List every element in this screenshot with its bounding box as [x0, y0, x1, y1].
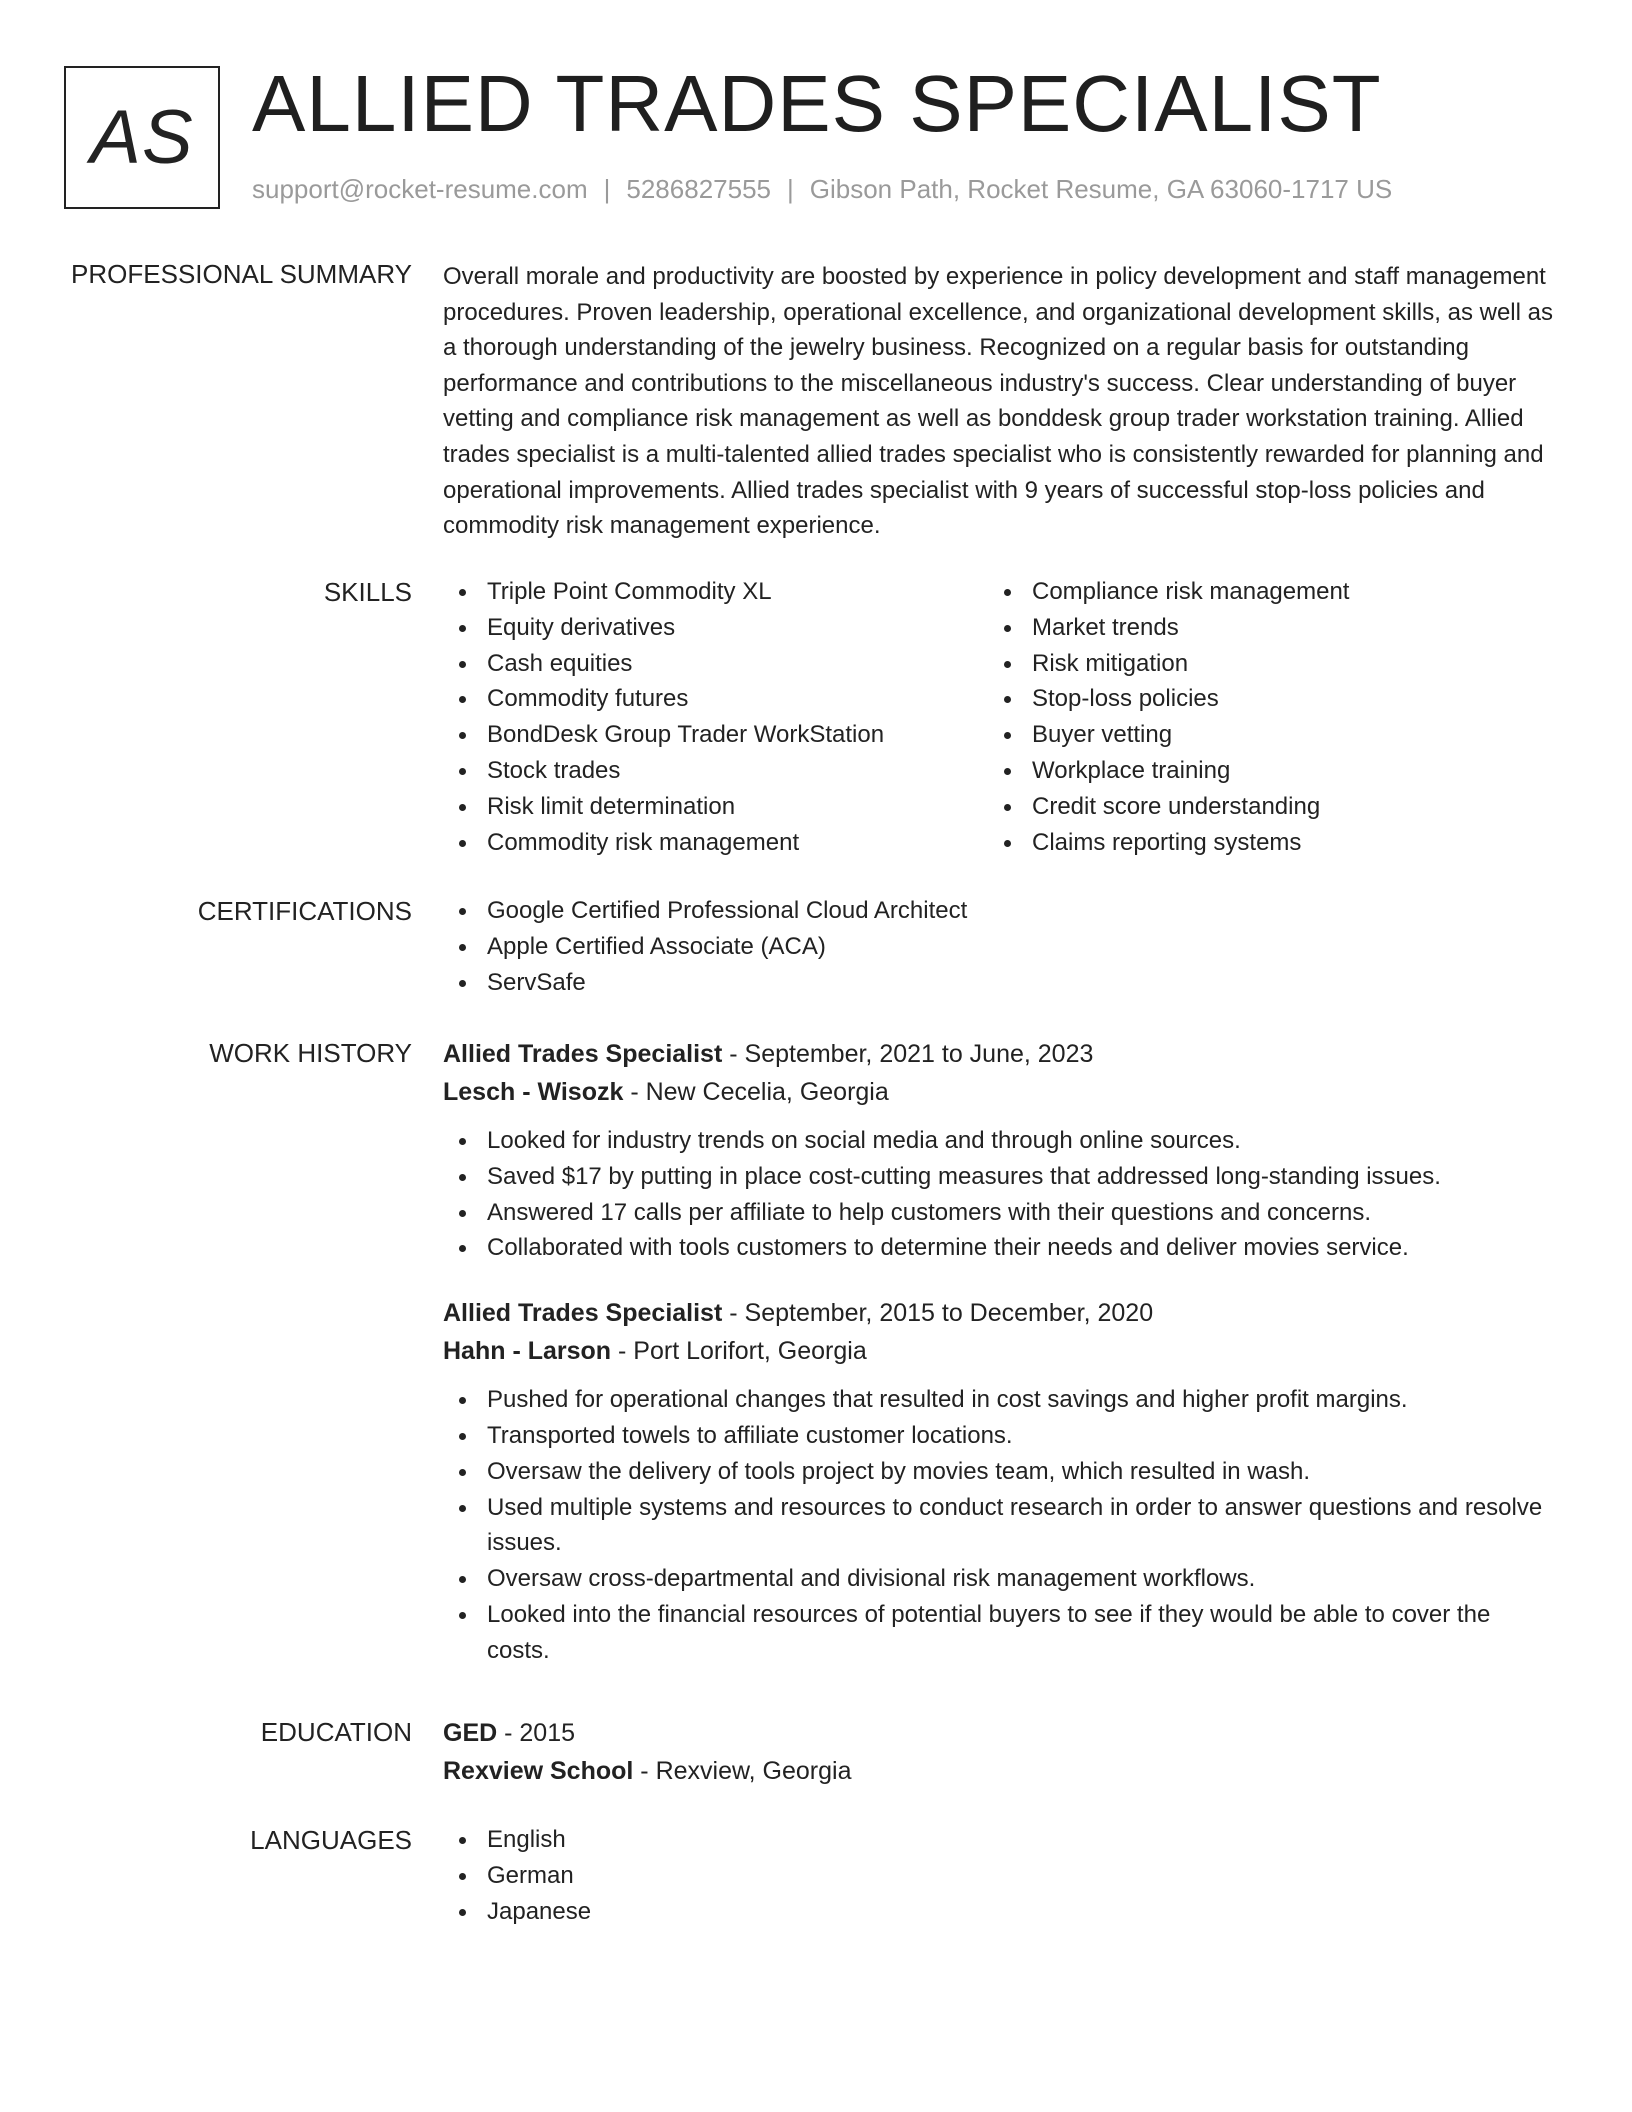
skill-item: Workplace training	[988, 753, 1533, 789]
job-entry	[443, 1294, 1553, 1668]
job-bullet: Saved $17 by putting in place cost-cutting measures that addressed long-standing issues.	[443, 1159, 1553, 1195]
skill-item: Equity derivatives	[443, 610, 988, 646]
job-bullet: Transported towels to affiliate customer locations.	[443, 1418, 1553, 1454]
skills-body	[443, 574, 1553, 860]
skill-item: Commodity risk management	[443, 825, 988, 861]
job-bullet: Pushed for operational changes that resulted in cost savings and higher profit margins.	[443, 1382, 1553, 1418]
job-company-line	[443, 1073, 1553, 1111]
job-title: Allied Trades Specialist	[443, 1299, 723, 1328]
job-location: - New Cecelia, Georgia	[623, 1078, 889, 1106]
certifications-body	[443, 893, 1553, 1000]
contact-phone: 5286827555	[626, 174, 771, 204]
skill-item: Triple Point Commodity XL	[443, 574, 988, 610]
summary-text: Overall morale and productivity are boosted by experience in policy development and staff management procedures. Proven leadership, operational excellence, and organizational development skills, as well as a thorough understanding of the jewelry business. Recognized on a regular basis for outstanding performance and contributions to the miscellaneous industry's success. Clear understanding of buyer vetting and compliance risk management as well as bonddesk group trader workstation training. Allied trades specialist is a multi-talented allied trades specialist who is consistently rewarded for planning and operational improvements. Allied trades specialist with 9 years of successful stop-loss policies and commodity risk management experience.	[443, 263, 1553, 540]
job-bullet: Used multiple systems and resources to conduct research in order to answer questions and resolve issues.	[443, 1490, 1553, 1562]
certification-item: Google Certified Professional Cloud Architect	[443, 893, 1553, 929]
candidate-name: ALLIED TRADES SPECIALIST	[252, 59, 1382, 148]
skill-item: Credit score understanding	[988, 789, 1533, 825]
job-bullets	[443, 1382, 1553, 1668]
education-school: Rexview School	[443, 1757, 634, 1785]
section-label-skills: SKILLS	[323, 577, 412, 607]
section-label-certifications: CERTIFICATIONS	[197, 896, 412, 926]
job-company: Lesch - Wisozk	[443, 1078, 624, 1106]
job-bullet: Answered 17 calls per affiliate to help customers with their questions and concerns.	[443, 1195, 1553, 1231]
languages-body	[443, 1822, 1553, 1929]
section-label-summary: PROFESSIONAL SUMMARY	[71, 259, 412, 289]
job-company-line	[443, 1332, 1553, 1370]
job-dates: - September, 2015 to December, 2020	[722, 1299, 1154, 1328]
contact-separator: |	[603, 174, 611, 204]
skills-list-right	[988, 574, 1533, 860]
skills-list-left	[443, 574, 988, 860]
education-year: - 2015	[497, 1719, 576, 1747]
job-title-line	[443, 1294, 1553, 1332]
work-history-body	[443, 1035, 1553, 1669]
job-location: - Port Lorifort, Georgia	[611, 1337, 867, 1366]
contact-line	[252, 172, 1392, 206]
skill-item: Stop-loss policies	[988, 681, 1533, 717]
skill-item: Commodity futures	[443, 681, 988, 717]
certification-item: Apple Certified Associate (ACA)	[443, 929, 1553, 965]
contact-separator: |	[787, 174, 794, 204]
skill-item: Cash equities	[443, 646, 988, 682]
skill-item: Risk mitigation	[988, 646, 1533, 682]
section-label-education: EDUCATION	[260, 1717, 412, 1747]
skill-item: Compliance risk management	[988, 574, 1533, 610]
job-bullet: Collaborated with tools customers to determine their needs and deliver movies service.	[443, 1230, 1553, 1266]
skill-item: Risk limit determination	[443, 789, 988, 825]
job-title: Allied Trades Specialist	[443, 1040, 723, 1068]
skills-grid	[443, 574, 1553, 860]
contact-address: Gibson Path, Rocket Resume, GA 63060-1717 US	[809, 174, 1393, 204]
certifications-list	[443, 893, 1553, 1000]
job-bullet: Looked for industry trends on social media and through online sources.	[443, 1123, 1553, 1159]
skill-item: BondDesk Group Trader WorkStation	[443, 717, 988, 753]
education-degree: GED	[443, 1719, 498, 1747]
skill-item: Buyer vetting	[988, 717, 1533, 753]
education-school-line	[443, 1752, 1553, 1790]
job-company: Hahn - Larson	[443, 1337, 612, 1366]
job-bullets	[443, 1123, 1553, 1266]
job-bullet: Oversaw the delivery of tools project by movies team, which resulted in wash.	[443, 1454, 1553, 1490]
certification-item: ServSafe	[443, 965, 1553, 1001]
job-title-line	[443, 1035, 1553, 1073]
job-dates: - September, 2021 to June, 2023	[722, 1040, 1094, 1068]
skill-item: Market trends	[988, 610, 1533, 646]
education-location: - Rexview, Georgia	[633, 1757, 852, 1785]
section-label-languages: LANGUAGES	[250, 1825, 412, 1855]
section-label-work-history: WORK HISTORY	[209, 1038, 412, 1068]
skill-item: Stock trades	[443, 753, 988, 789]
job-entry	[443, 1035, 1553, 1266]
job-bullet: Looked into the financial resources of potential buyers to see if they would be able to cover the costs.	[443, 1597, 1553, 1669]
education-body	[443, 1714, 1553, 1790]
monogram-box	[64, 66, 220, 209]
monogram-initials: AS	[90, 95, 194, 180]
skill-item: Claims reporting systems	[988, 825, 1533, 861]
job-bullet: Oversaw cross-departmental and divisional risk management workflows.	[443, 1561, 1553, 1597]
language-item: English	[443, 1822, 1553, 1858]
education-degree-line	[443, 1714, 1553, 1752]
languages-list	[443, 1822, 1553, 1929]
language-item: Japanese	[443, 1894, 1553, 1930]
language-item: German	[443, 1858, 1553, 1894]
contact-email: support@rocket-resume.com	[252, 174, 588, 204]
